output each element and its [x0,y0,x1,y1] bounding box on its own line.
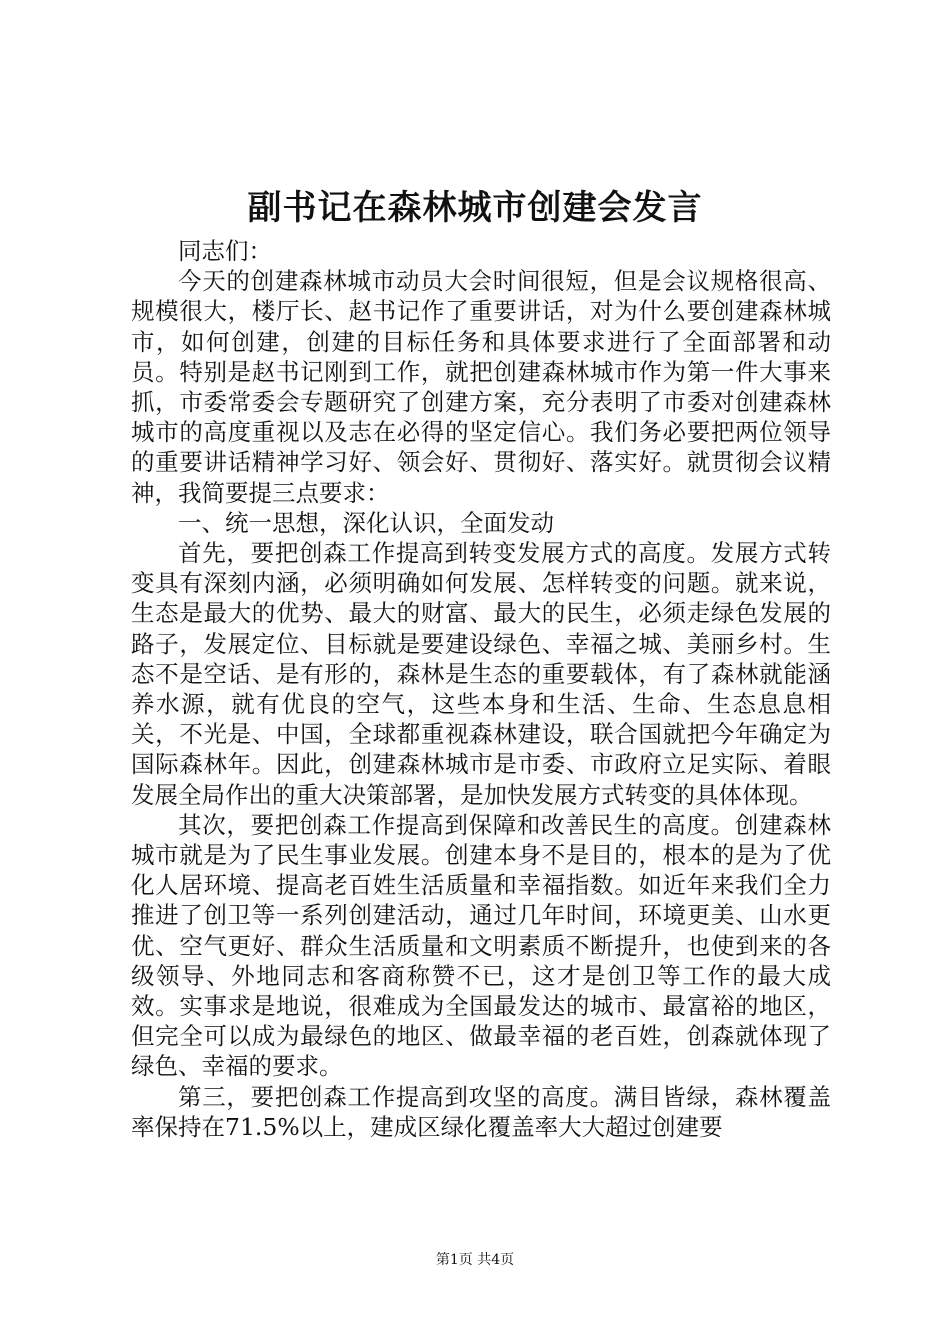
paragraph-intro: 今天的创建森林城市动员大会时间很短，但是会议规格很高、规模很大，楼厅长、赵书记作了重要讲话，对为什么要创建森林城市，如何创建，创建的目标任务和具体要求进行了全面部署和动员。特别是赵书记刚到工作，就把创建森林城市作为第一件大事来抓，市委常委会专题研究了创建方案，充分表明了市委对创建森林城市的高度重视以及志在必得的坚定信心。我们务必要把两位领导的重要讲话精神学习好、领会好、贯彻好、落实好。就贯彻会议精神，我简要提三点要求： [131,267,831,507]
page-footer: 第1页 共4页 [435,1252,515,1268]
paragraph-second: 其次，要把创森工作提高到保障和改善民生的高度。创建森林城市就是为了民生事业发展。创建本身不是目的，根本的是为了优化人居环境、提高老百姓生活质量和幸福指数。如近年来我们全力推进了创卫等一系列创建活动，通过几年时间，环境更美、山水更优、空气更好、群众生活质量和文明素质不断提升，也使到来的各级领导、外地同志和客商称赞不已，这才是创卫等工作的最大成效。实事求是地说，很难成为全国最发达的城市、最富裕的地区，但完全可以成为最绿色的地区、做最幸福的老百姓，创森就体现了绿色、幸福的要求。 [131,810,831,1081]
paragraph-third: 第三，要把创森工作提高到攻坚的高度。满目皆绿，森林覆盖率保持在71.5%以上，建成区绿化覆盖率大大超过创建要 [131,1082,831,1141]
section-heading: 一、统一思想，深化认识，全面发动 [178,508,554,537]
salutation: 同志们： [178,237,272,265]
document-body [131,236,831,1142]
paragraph-first: 首先，要把创森工作提高到转变发展方式的高度。发展方式转变具有深刻内涵，必须明确如何发展、怎样转变的问题。就来说，生态是最大的优势、最大的财富、最大的民生，必须走绿色发展的路子，发展定位、目标就是要建设绿色、幸福之城、美丽乡村。生态不是空话、是有形的，森林是生态的重要载体，有了森林就能涵养水源，就有优良的空气，这些本身和生活、生命、生态息息相关，不光是、中国，全球都重视森林建设，联合国就把今年确定为国际森林年。因此，创建森林城市是市委、市政府立足实际、着眼发展全局作出的重大决策部署，是加快发展方式转变的具体体现。 [131,539,831,809]
document-title: 副书记在森林城市创建会发言 [247,188,703,228]
